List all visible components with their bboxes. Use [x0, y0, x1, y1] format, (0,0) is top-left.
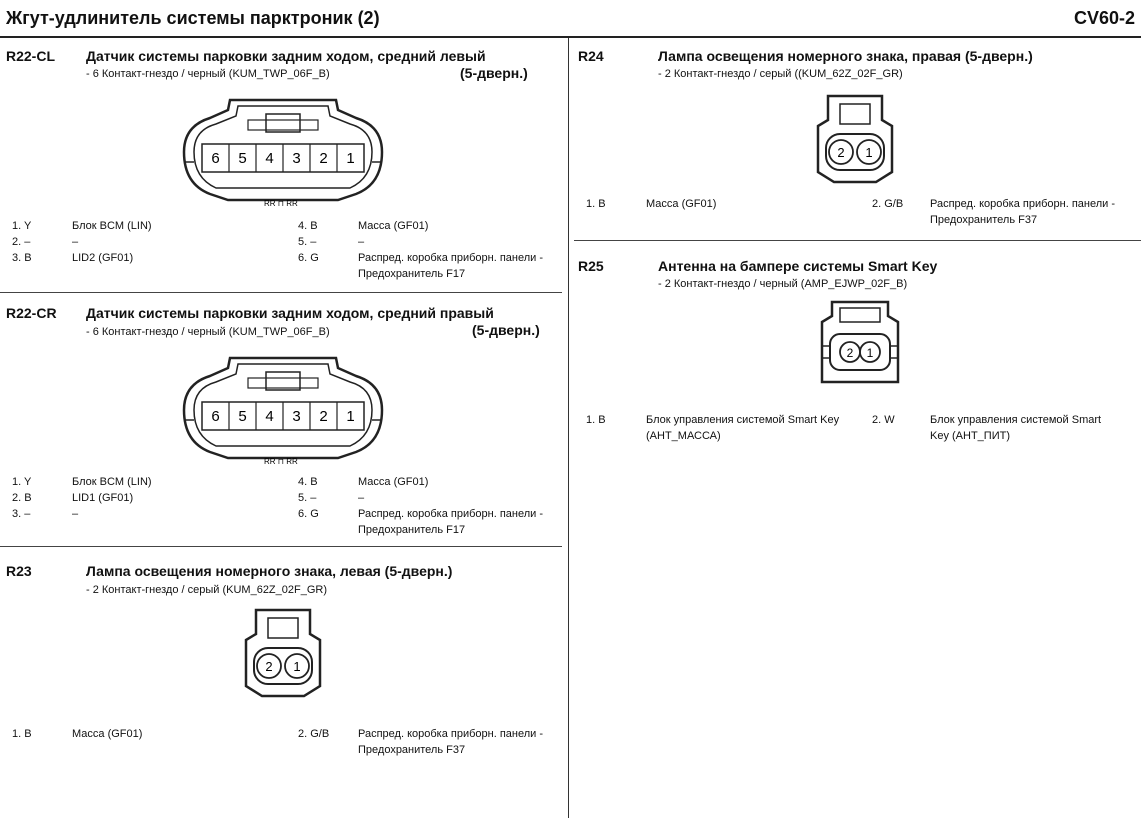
connector-title: Лампа освещения номерного знака, правая (5-дверн.) [658, 48, 1033, 64]
connector-title-suffix: (5-дверн.) [472, 322, 540, 338]
pin-description: Распред. коробка приборн. панели - Предохранитель F17 [358, 508, 544, 536]
pin-description: LID1 (GF01) [72, 492, 134, 504]
pin-label: 5 [238, 150, 247, 167]
connector-subtitle: - 2 Контакт-гнездо / черный (AMP_EJWP_02F_B) [658, 278, 908, 290]
pin-label: 2 [319, 150, 328, 167]
pin-label: 4 [265, 408, 274, 425]
page-header [0, 0, 1141, 38]
polarity-marks: RR ⊓ RR [264, 199, 298, 208]
pin-number: 3. B [12, 252, 32, 264]
connector-code: R22-CR [6, 305, 57, 321]
connector-title: Лампа освещения номерного знака, левая (5-дверн.) [86, 563, 453, 579]
connector-code: R22-CL [6, 48, 56, 64]
pin-description: Блок BCM (LIN) [72, 476, 152, 488]
pin-description: Блок управления системой Smart Key (АНТ_ПИТ) [930, 414, 1102, 442]
connector-2pin-diagram [812, 298, 908, 394]
pin-number: 1. B [586, 414, 606, 426]
pin-label: 1 [293, 659, 301, 674]
pin-number: 3. – [12, 508, 31, 520]
pin-label: 1 [865, 145, 873, 160]
section-divider [0, 546, 562, 547]
pin-label: 3 [292, 150, 301, 167]
pin-number: 1. Y [12, 476, 32, 488]
connector-6pin-diagram [178, 350, 388, 468]
pin-number: 5. – [298, 236, 317, 248]
pin-description: – [358, 492, 365, 504]
connector-subtitle: - 2 Контакт-гнездо / серый ((KUM_62Z_02F_GR) [658, 68, 903, 80]
pin-number: 4. B [298, 220, 318, 232]
pin-description: – [358, 236, 365, 248]
connector-title: Антенна на бампере системы Smart Key [658, 258, 938, 274]
pin-number: 2. G/B [872, 198, 904, 210]
pin-label: 1 [346, 408, 355, 425]
pin-description: – [72, 236, 79, 248]
section-divider [0, 292, 562, 293]
connector-2pin-diagram [810, 92, 900, 188]
pin-label: 4 [265, 150, 274, 167]
pin-label: 1 [346, 150, 355, 167]
pin-description: Блок управления системой Smart Key (АНТ_МАССА) [646, 414, 840, 442]
pin-label: 2 [319, 408, 328, 425]
connector-subtitle: - 6 Контакт-гнездо / черный (KUM_TWP_06F_B) [86, 68, 330, 80]
pin-label: 2 [837, 145, 845, 160]
pin-number: 6. G [298, 252, 319, 264]
pin-description: Масса (GF01) [358, 476, 429, 488]
pin-description: Масса (GF01) [358, 220, 429, 232]
connector-title: Датчик системы парковки задним ходом, средний правый [86, 305, 494, 321]
connector-6pin-diagram [178, 92, 388, 210]
pin-label: 1 [866, 346, 874, 360]
pin-description: Масса (GF01) [72, 728, 143, 740]
pin-description: Блок BCM (LIN) [72, 220, 152, 232]
pin-number: 2. W [872, 414, 895, 426]
connector-title-suffix: (5-дверн.) [460, 65, 528, 81]
connector-code: R24 [578, 48, 604, 64]
connector-code: R23 [6, 563, 32, 579]
pin-label: 2 [265, 659, 273, 674]
connector-2pin-diagram [238, 606, 328, 702]
connector-subtitle: - 6 Контакт-гнездо / черный (KUM_TWP_06F_B) [86, 326, 330, 338]
pin-number: 1. Y [12, 220, 32, 232]
pin-description: Распред. коробка приборн. панели - Предохранитель F17 [358, 252, 544, 280]
polarity-marks: RR ⊓ RR [264, 457, 298, 466]
column-divider [568, 38, 569, 818]
pin-number: 2. G/B [298, 728, 330, 740]
pin-label: 5 [238, 408, 247, 425]
pin-description: Масса (GF01) [646, 198, 717, 210]
page-code: CV60-2 [1073, 8, 1135, 28]
pin-label: 6 [211, 408, 220, 425]
connector-title: Датчик системы парковки задним ходом, средний левый [86, 48, 486, 64]
pin-number: 6. G [298, 508, 319, 520]
pin-label: 6 [211, 150, 220, 167]
pin-number: 1. B [12, 728, 32, 740]
pin-number: 5. – [298, 492, 317, 504]
pin-description: Распред. коробка приборн. панели - Предохранитель F37 [358, 728, 544, 756]
connector-subtitle: - 2 Контакт-гнездо / серый (KUM_62Z_02F_GR) [86, 584, 328, 596]
pin-number: 1. B [586, 198, 606, 210]
pin-label: 3 [292, 408, 301, 425]
connector-code: R25 [578, 258, 604, 274]
pin-number: 2. B [12, 492, 32, 504]
page-title: Жгут-удлинитель системы парктроник (2) [6, 8, 380, 28]
pin-description: – [72, 508, 79, 520]
section-divider [574, 240, 1141, 241]
pin-number: 4. B [298, 476, 318, 488]
pin-description: Распред. коробка приборн. панели - Предохранитель F37 [930, 198, 1116, 226]
pin-description: LID2 (GF01) [72, 252, 134, 264]
pin-number: 2. – [12, 236, 31, 248]
pin-label: 2 [846, 346, 854, 360]
